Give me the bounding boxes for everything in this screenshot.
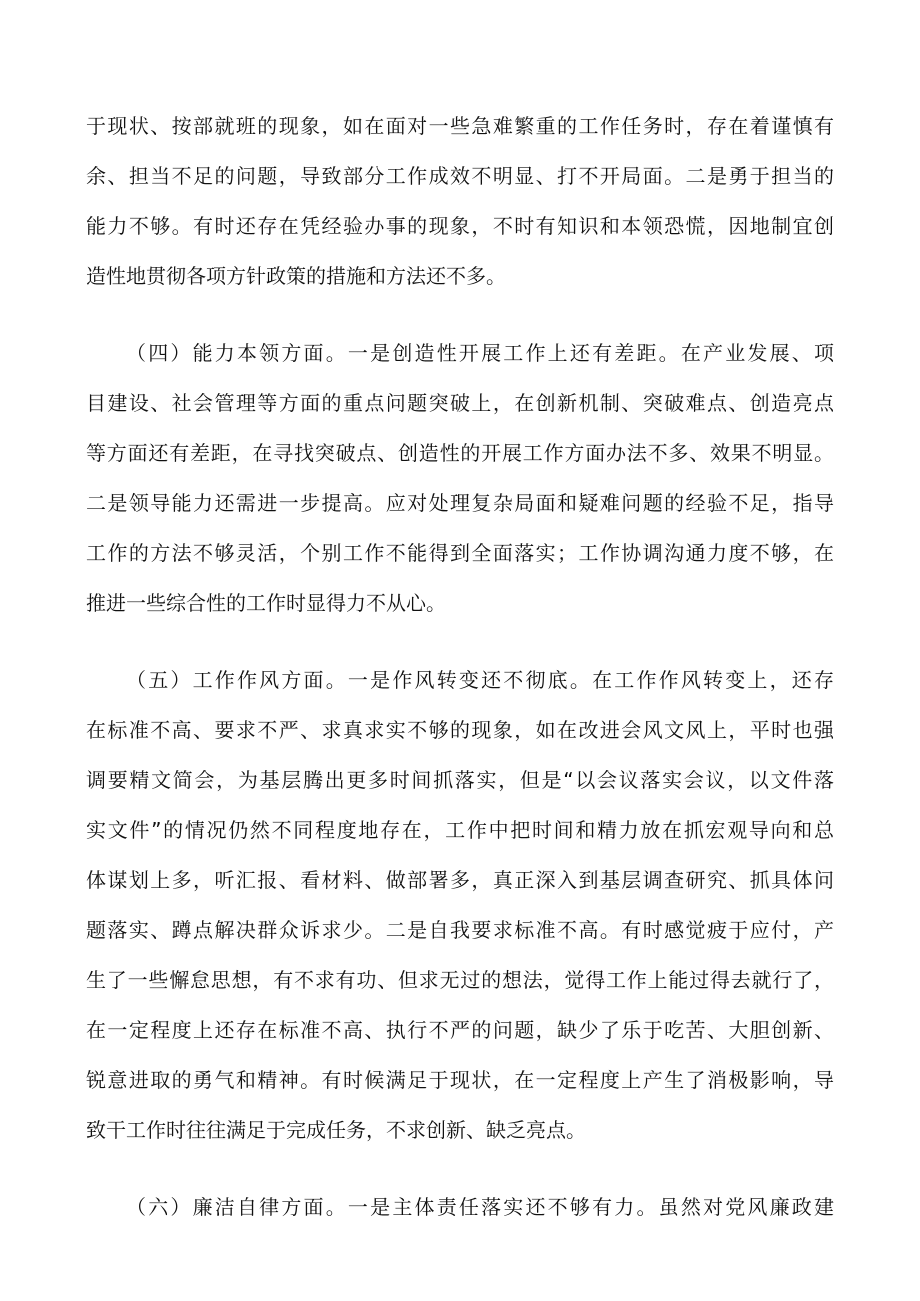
text-line: 推进一些综合性的工作时显得力不从心。 — [86, 591, 446, 615]
text-line: 余、担当不足的问题，导致部分工作成效不明显、打不开局面。二是勇于担当的 — [86, 164, 834, 188]
text-line: 锐意进取的勇气和精神。有时候满足于现状，在一定程度上产生了消极影响，导 — [86, 1068, 834, 1092]
text-line: 在标准不高、要求不严、求真求实不够的现象，如在改进会风文风上，平时也强 — [86, 718, 834, 742]
text-line: 在一定程度上还存在标准不高、执行不严的问题，缺少了乐于吃苦、大胆创新、 — [86, 1018, 834, 1042]
text-line: 生了一些懈怠思想，有不求有功、但求无过的想法，觉得工作上能过得去就行了， — [86, 968, 834, 992]
text-line: 实文件”的情况仍然不同程度地存在，工作中把时间和精力放在抓宏观导向和总 — [86, 818, 834, 842]
text-line: 体谋划上多，听汇报、看材料、做部署多，真正深入到基层调查研究、抓具体问 — [86, 868, 834, 892]
text-line: （五）工作作风方面。一是作风转变还不彻底。在工作作风转变上，还存 — [126, 668, 834, 692]
text-line: 造性地贯彻各项方针政策的措施和方法还不多。 — [86, 264, 506, 288]
text-line: 工作的方法不够灵活，个别工作不能得到全面落实；工作协调沟通力度不够，在 — [86, 541, 834, 565]
text-line: 等方面还有差距，在寻找突破点、创造性的开展工作方面办法不多、效果不明显。 — [86, 441, 834, 465]
text-line: （四）能力本领方面。一是创造性开展工作上还有差距。在产业发展、项 — [126, 341, 834, 365]
text-line: 目建设、社会管理等方面的重点问题突破上，在创新机制、突破难点、创造亮点 — [86, 391, 834, 415]
text-line: 能力不够。有时还存在凭经验办事的现象，不时有知识和本领恐慌，因地制宜创 — [86, 214, 834, 238]
text-line: 题落实、蹲点解决群众诉求少。二是自我要求标准不高。有时感觉疲于应付，产 — [86, 918, 834, 942]
text-line: 致干工作时往往满足于完成任务，不求创新、缺乏亮点。 — [86, 1118, 586, 1142]
text-line: 于现状、按部就班的现象，如在面对一些急难繁重的工作任务时，存在着谨慎有 — [86, 114, 834, 138]
text-line: 调要精文简会，为基层腾出更多时间抓落实，但是“以会议落实会议，以文件落 — [86, 768, 834, 792]
text-line: （六）廉洁自律方面。一是主体责任落实还不够有力。虽然对党风廉政建 — [126, 1195, 834, 1219]
text-line: 二是领导能力还需进一步提高。应对处理复杂局面和疑难问题的经验不足，指导 — [86, 491, 834, 515]
